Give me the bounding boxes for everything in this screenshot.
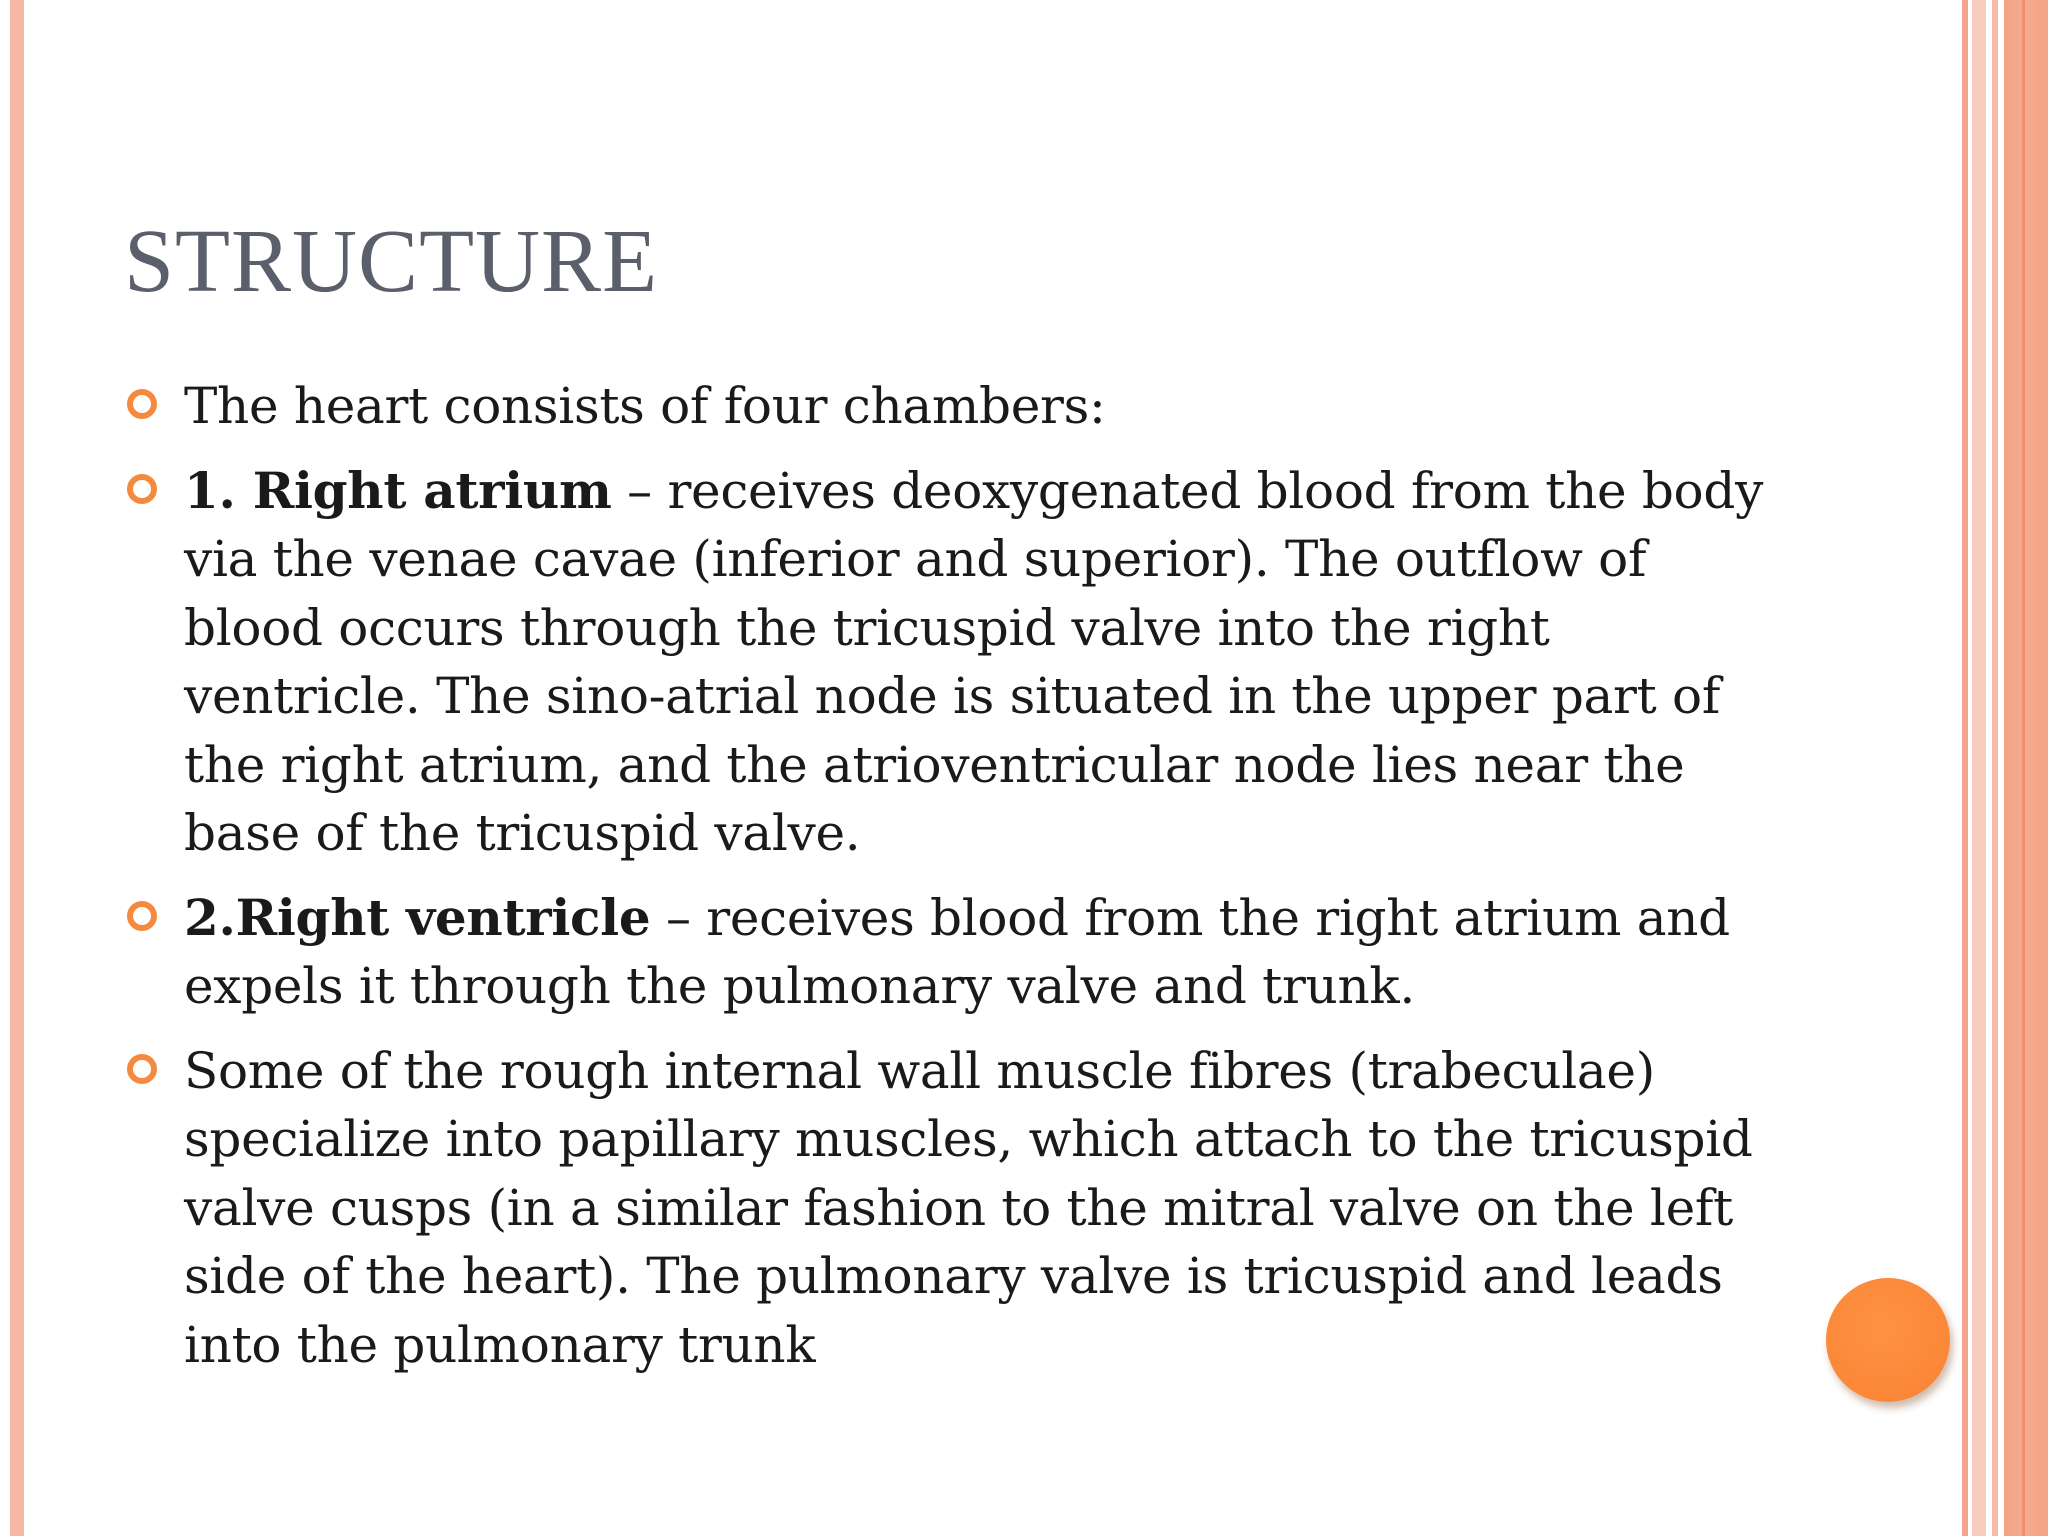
hollow-circle-bullet-icon <box>127 474 157 504</box>
hollow-circle-bullet-icon <box>127 389 157 419</box>
bullet-text <box>184 889 1730 1016</box>
hollow-circle-bullet-icon <box>127 901 157 931</box>
bullet-item <box>124 1037 1764 1380</box>
right-decorative-stripe <box>1972 0 1986 1536</box>
bullet-bold-term: 1. Right atrium <box>184 460 612 520</box>
bullet-text <box>184 377 1106 435</box>
bullet-item <box>124 457 1764 868</box>
bullet-list <box>124 372 1764 1395</box>
bullet-body: – receives blood from the right atrium and expels it through the pulmonary valve and trunk. <box>184 888 1730 1015</box>
right-decorative-stripe <box>1992 0 1998 1536</box>
bullet-text <box>184 462 1763 863</box>
orange-circle-decoration <box>1826 1278 1950 1402</box>
bullet-bold-term: 2.Right ventricle <box>184 887 651 947</box>
right-decorative-stripe <box>2022 0 2025 1536</box>
right-decorative-stripe <box>2004 0 2048 1536</box>
bullet-body: – receives deoxygenated blood from the body via the venae cavae (inferior and superior). The outflow of blood occurs through the tricuspid valve into the right ventricle. The sino-atrial node is situated in the upper part of the right atrium, and the atrioventricular node lies near the base of the tricuspid valve. <box>184 461 1764 862</box>
hollow-circle-bullet-icon <box>127 1054 157 1084</box>
bullet-item <box>124 884 1764 1021</box>
right-decorative-stripe <box>1962 0 1968 1536</box>
bullet-text <box>184 1042 1753 1374</box>
bullet-body: Some of the rough internal wall muscle fibres (trabeculae) specialize into papillary muscles, which attach to the tricuspid valve cusps (in a similar fashion to the mitral valve on the left side of the heart). The pulmonary valve is tricuspid and leads into the pulmonary trunk <box>184 1041 1753 1374</box>
slide-title: STRUCTURE <box>124 212 659 311</box>
left-decorative-stripe <box>10 0 24 1536</box>
bullet-item <box>124 372 1764 441</box>
bullet-body: The heart consists of four chambers: <box>184 377 1106 435</box>
